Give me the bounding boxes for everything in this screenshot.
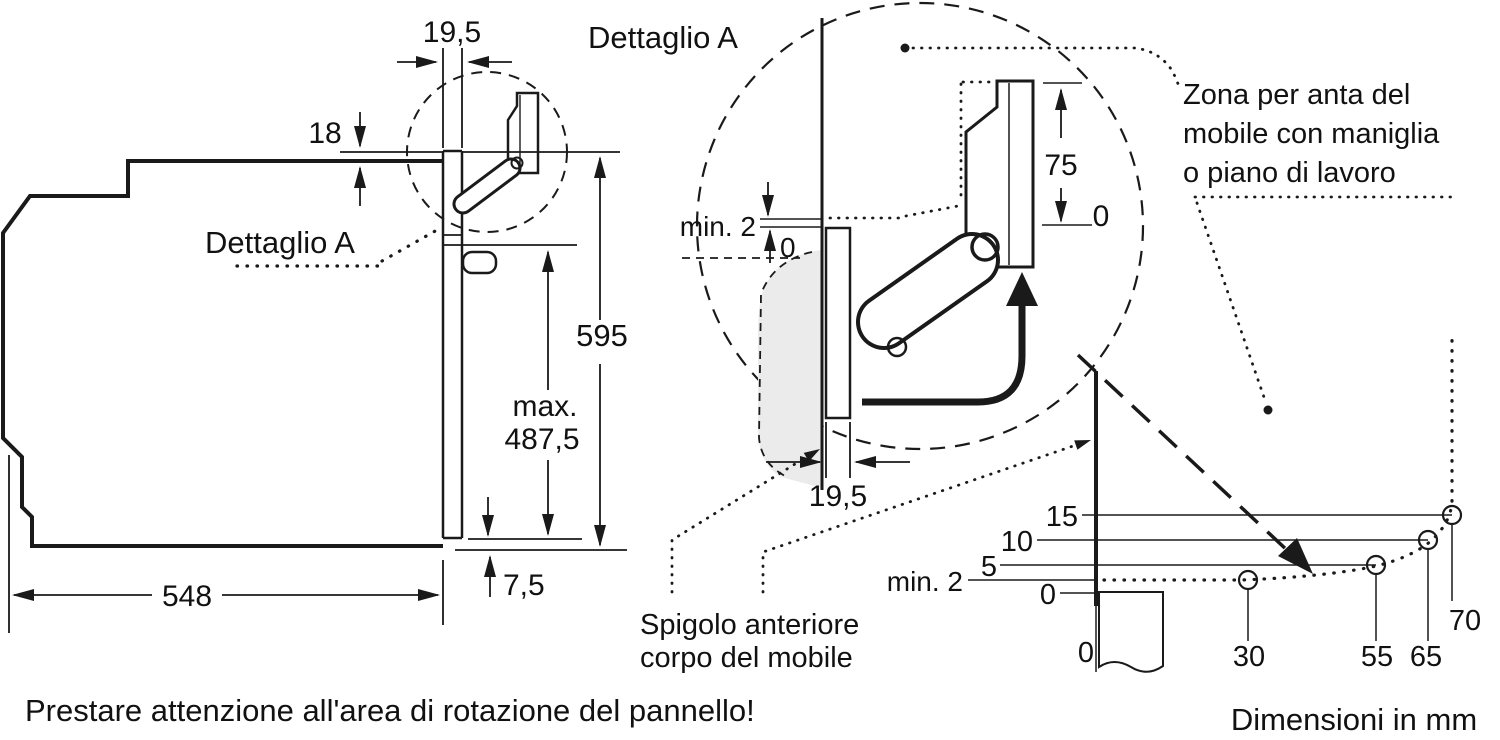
xtick-55: 55 (1360, 641, 1394, 673)
detail-a-left-leader (382, 230, 437, 261)
rotation-arrow-head (1006, 272, 1038, 306)
dim-18-label: 18 (308, 117, 342, 150)
dim-595-label: 595 (576, 318, 628, 353)
door-zone-leader-dot (1264, 406, 1273, 415)
dim-548-label: 548 (161, 580, 213, 613)
door-zone-label-line1: Zona per anta del (1183, 79, 1411, 111)
dim-195-detail-extension (826, 422, 850, 478)
furniture-body-block (1099, 592, 1163, 672)
warning-text: Prestare attenzione all'area di rotazione del pannello! (25, 693, 755, 728)
hinge-arm (884, 260, 972, 322)
detail-a-title: Dettaglio A (588, 20, 738, 55)
xtick-0: 0 (1077, 637, 1095, 669)
door-zone-label-line2: mobile con maniglia (1183, 118, 1440, 150)
xtick-70: 70 (1448, 605, 1482, 637)
dim-min2-label: min. 2 (679, 211, 756, 242)
door-handle-knob (463, 252, 496, 273)
dim-0-label: 0 (780, 232, 796, 263)
dim-195-detail-label: 19,5 (808, 480, 868, 513)
xtick-65: 65 (1409, 641, 1443, 673)
units-note: Dimensioni in mm (1230, 702, 1478, 737)
ytick-5: 5 (980, 551, 997, 583)
dim-4875-label: 487,5 (504, 423, 580, 456)
detail-a-left-label: Dettaglio A (205, 225, 355, 260)
dim-75-label: 75 (1044, 149, 1078, 182)
oven-side-view (3, 16, 628, 633)
ytick-min2: min. 2 (886, 566, 963, 597)
oven-body-outline (3, 161, 443, 546)
ytick-15: 15 (1045, 501, 1078, 533)
dim-195-top-label: 19,5 (422, 16, 482, 49)
zone-leader-dot-start (901, 44, 910, 53)
front-edge-label-line1: Spigolo anteriore (640, 609, 860, 641)
xtick-30: 30 (1232, 641, 1266, 673)
detail-to-chart-dashed-arrow (1078, 355, 1288, 551)
ytick-10: 10 (1000, 526, 1033, 558)
dim-min2-lines (760, 219, 822, 227)
door-zone-leader (1197, 203, 1266, 403)
dim-max-label: max. (512, 390, 578, 423)
dim-75-zero-label: 0 (1092, 200, 1110, 233)
detail-to-chart-arrow-head (1278, 538, 1313, 574)
door-zone-label-line3: o piano di lavoro (1183, 157, 1396, 189)
front-edge-label-line2: corpo del mobile (640, 642, 853, 674)
ytick-0: 0 (1039, 579, 1056, 611)
dim-75mm-label: 7,5 (503, 569, 545, 602)
gap-dotted-line (830, 206, 958, 218)
front-edge-leader-right-arrow (1074, 440, 1091, 450)
oven-frame-strip (826, 228, 850, 418)
detail-a-view (588, 3, 1179, 513)
annotations (25, 79, 1452, 728)
bottom-reference-lines (455, 539, 627, 550)
zone-leader-top (913, 48, 1179, 86)
dim-195-top-extension (443, 48, 462, 148)
